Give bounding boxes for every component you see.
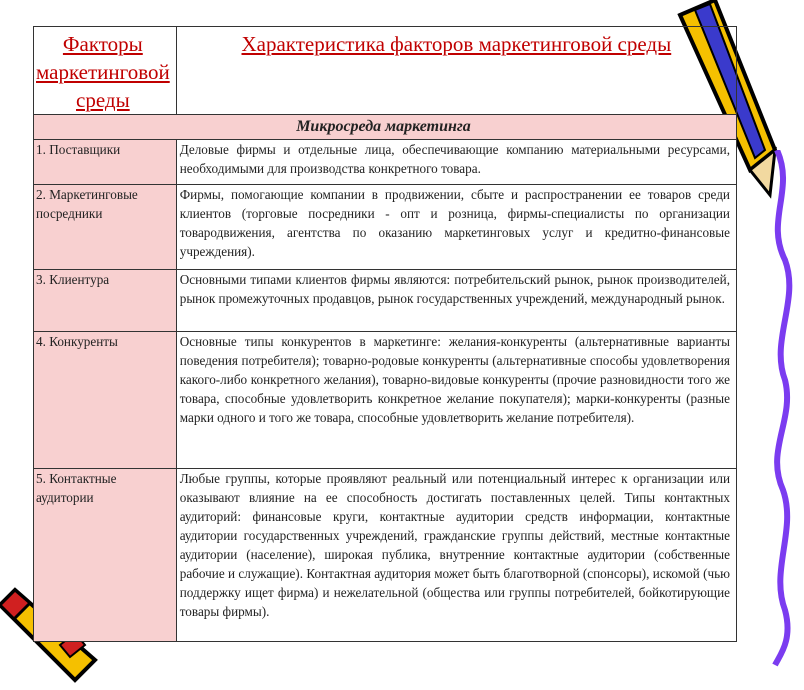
table-row bbox=[34, 140, 737, 185]
factor-cell: 5. Контактные аудитории bbox=[34, 469, 177, 642]
factor-cell: 2. Маркетинговые посредники bbox=[34, 185, 177, 270]
table-header-row bbox=[34, 27, 737, 115]
factor-cell: 3. Клиентура bbox=[34, 270, 177, 332]
table-row bbox=[34, 469, 737, 642]
description-cell: Фирмы, помогающие компании в продвижении, сбыте и распространении ее товаров среди клиентов (торговые посредники - опт и розница, фирмы-специалисты по организации товародвижения, агентства по оказанию маркетинговых услуг и кредитно-финансовые учреждения). bbox=[176, 185, 736, 270]
factor-cell: 4. Конкуренты bbox=[34, 332, 177, 469]
marketing-environment-table bbox=[33, 26, 737, 642]
description-cell: Основными типами клиентов фирмы являются: потребительский рынок, рынок производителей, рынок промежуточных продавцов, рынок государственных учреждений, международный рынок. bbox=[176, 270, 736, 332]
table-row bbox=[34, 270, 737, 332]
section-row bbox=[34, 115, 737, 140]
wavy-line-decoration-icon bbox=[755, 150, 800, 670]
description-cell: Деловые фирмы и отдельные лица, обеспечивающие компанию материальными ресурсами, необходимыми для производства конкретного товара. bbox=[176, 140, 736, 185]
section-title: Микросреда маркетинга bbox=[34, 115, 737, 140]
table-row bbox=[34, 332, 737, 469]
description-cell: Любые группы, которые проявляют реальный или потенциальный интерес к организации или оказывают влияние на ее способность достигать поставленных целей. Типы контактных аудиторий: финансовые круги, контактные аудитории средств информации, контактные аудитории государственных учреждений, гражданские группы действий, местные контактные аудитории (население), широкая публика, внутренние контактные аудитории (собственные рабочие и служащие). Контактная аудитория может быть благотворной (спонсоры), искомой (чью поддержку ищет фирма) и нежелательной (общества или группы потребителей, бойкотирующие товары фирмы). bbox=[176, 469, 736, 642]
table-row bbox=[34, 185, 737, 270]
description-cell: Основные типы конкурентов в маркетинге: желания-конкуренты (альтернативные варианты поведения потребителя); товарно-родовые конкуренты (альтернативные способы удовлетворения какого-либо конкретного желания), товарно-видовые конкуренты (прочие разновидности того же товара, способные удовлетворить конкретное желание покупателя); марки-конкуренты (разные марки одного и того же товара, способные удовлетворить желание потребителя). bbox=[176, 332, 736, 469]
factor-cell: 1. Поставщики bbox=[34, 140, 177, 185]
header-factors: Факторы маркетинговой среды bbox=[34, 27, 177, 115]
header-characteristics: Характеристика факторов маркетинговой среды bbox=[176, 27, 736, 115]
